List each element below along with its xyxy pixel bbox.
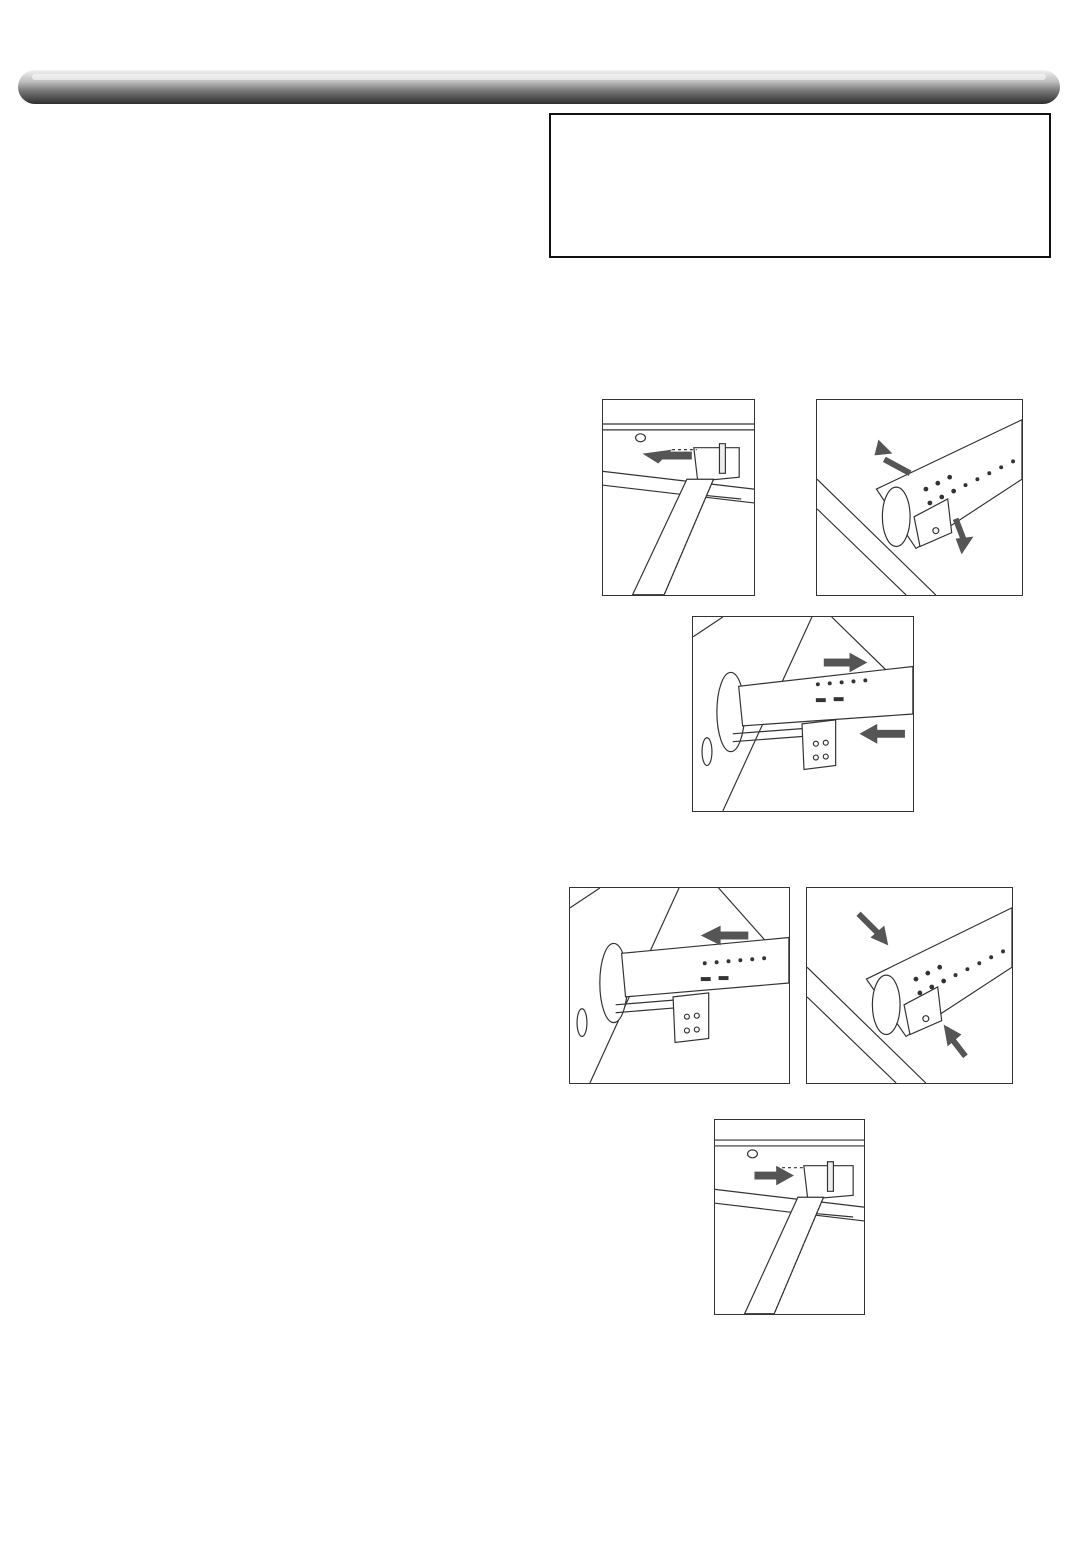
burner-remove-lift-figure (816, 399, 1023, 596)
header-bar (18, 70, 1060, 104)
burner-install-insert-figure (569, 887, 790, 1084)
burner-remove-pull-figure (692, 616, 914, 812)
burner-install-seat-figure (806, 887, 1013, 1084)
notice-box (549, 113, 1051, 258)
burner-install-slide-figure (714, 1119, 865, 1315)
burner-remove-slide-figure (602, 399, 755, 596)
